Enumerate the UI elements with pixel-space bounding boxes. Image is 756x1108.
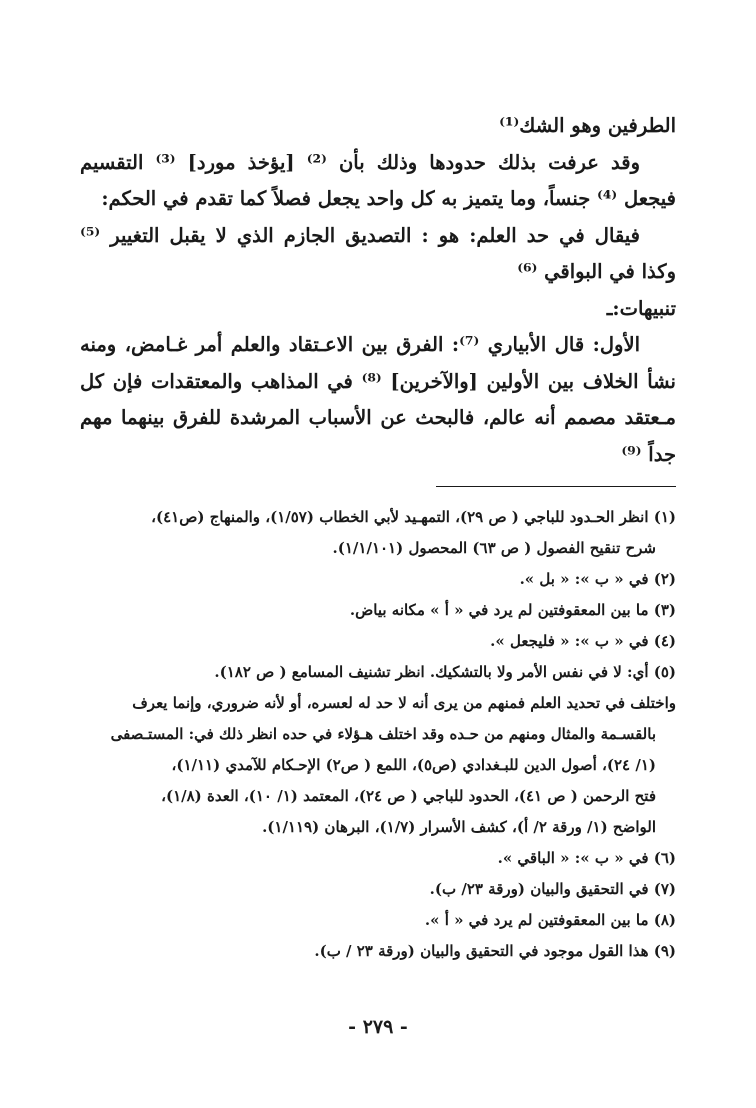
main-paragraph-knowledge: فيقال في حد العلم: هو : التصديق الجازم الذي لا يقبل التغيير ⁽⁵⁾ وكذا في البواقي ⁽⁶⁾ [80,223,676,283]
footnote-9: (٩) هذا القول موجود في التحقيق والبيان (ورقة ٢٣ / ب). [314,942,676,960]
footnote-5-line-3: بالقسـمة والمثال ومنهم من حـده وقد اختلف هـؤلاء في حده انظر ذلك في: المستـصفى [110,725,656,743]
footnote-5-line-4: (١/ ٢٤)، أصول الدين للبـغدادي (ص٥)، اللمع ( ص٢) الإحـكام للآمدي (١/١١)، [171,756,656,774]
footnote-8: (٨) ما بين المعقوفتين لم يرد في « أ ». [424,911,676,929]
footnote-1-continued: شرح تنقيح الفصول ( ص ٦٣) المحصول (١/١/١٠١). [332,539,656,557]
footnote-3: (٣) ما بين المعقوفتين لم يرد في « أ » مكانه بياض. [349,601,676,619]
main-paragraph-first-note: الأول: قال الأبياري ⁽⁷⁾: الفرق بين الاعـتقاد والعلم أمر غـامض، ومنه نشأ الخلاف بين الأولين [والآخرين] ⁽⁸⁾ في المذاهب والمعتقدات فإن كل مـعتقد مصمم أنه عالم، فالبحث عن الأسباب المرشدة للفرق بينهما مهم جداً ⁽⁹⁾ [80,333,676,466]
footnote-separator [436,486,676,487]
page-number: - ٢٧٩ - [348,1016,408,1038]
footnote-5-line-5: فتح الرحمن ( ص ٤١)، الحدود للباجي ( ص ٢٤)، المعتمد (١/ ١٠)، العدة (١/٨)، [161,787,656,805]
footnote-1: (١) انظر الحـدود للباجي ( ص ٢٩)، التمهـيد لأبي الخطاب (١/٥٧)، والمنهاج (ص٤١)، [151,508,676,526]
footnotes [76,502,676,967]
main-paragraph-definition: وقد عرفت بذلك حدودها وذلك بأن ⁽²⁾ [يؤخذ مورد] ⁽³⁾ التقسيم فيجعل ⁽⁴⁾ جنساً، وما يتميز به كل واحد يجعل فصلاً كما تقدم في الحكم: [80,150,676,210]
footnote-6: (٦) في « ب »: « الباقي ». [497,849,676,867]
footnote-2: (٢) في « ب »: « بل ». [519,570,676,588]
section-heading: تنبيهات:ـ [606,296,676,320]
footnote-5: (٥) أي: لا في نفس الأمر ولا بالتشكيك. انظر تشنيف المسامع ( ص ١٨٢). [214,663,676,681]
footnote-4: (٤) في « ب »: « فليجعل ». [490,632,676,650]
main-line-1: الطرفين وهو الشك⁽¹⁾ [499,114,676,137]
footnote-7: (٧) في التحقيق والبيان (ورقة ٢٣/ ب). [429,880,676,898]
main-text [80,108,676,473]
footnote-5-line-2: واختلف في تحديد العلم فمنهم من يرى أنه لا حد له لعسره، أو لأنه ضروري، وإنما يعرف [132,694,676,712]
footnote-5-line-6: الواضح (١/ ورقة ٢/ أ)، كشف الأسرار (١/٧)، البرهان (١/١١٩). [262,818,656,836]
